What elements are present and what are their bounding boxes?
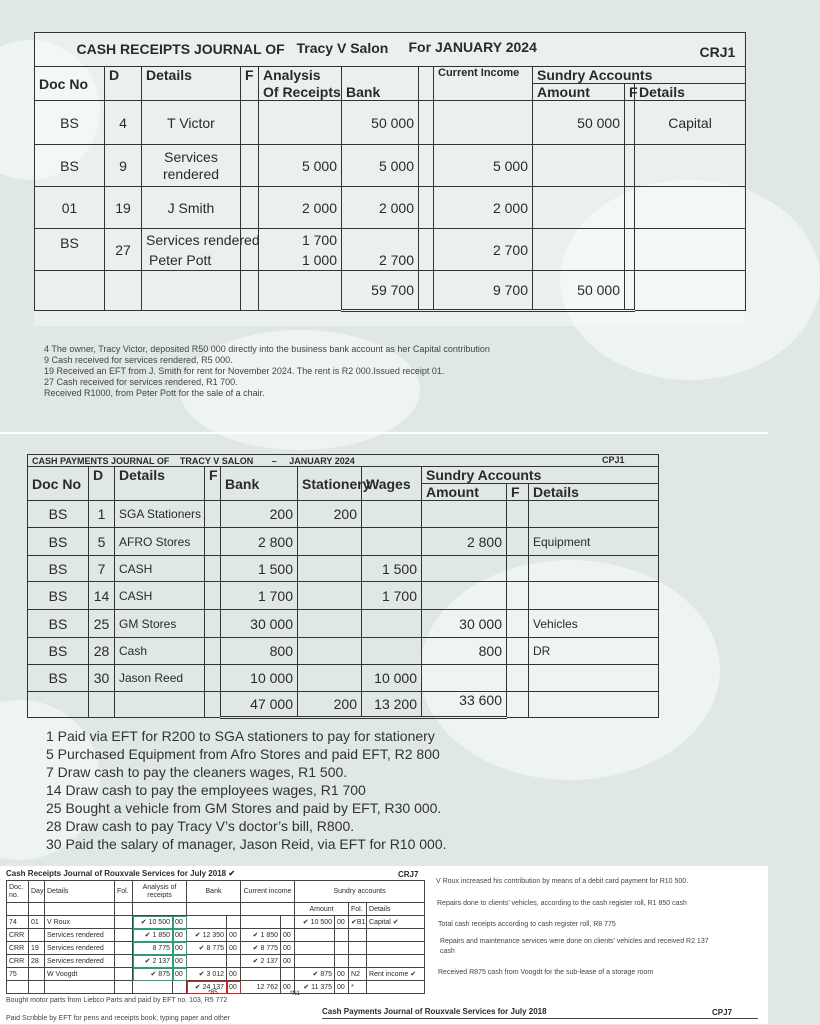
posting-mark: *B5 (208, 990, 218, 996)
cents (335, 955, 349, 968)
details: GM Stores (115, 610, 205, 638)
note: 7 Draw cash to pay the cleaners wages, R1 500. (46, 764, 348, 780)
stationery (298, 610, 362, 638)
doc-no: BS (28, 610, 89, 638)
header-stationery: Stationery (298, 467, 362, 501)
current-income: 5 000 (434, 145, 533, 187)
rouxvale-cpj-title: Cash Payments Journal of Rouxvale Services for July 2018 (322, 1007, 547, 1016)
sundry-details (367, 955, 425, 968)
table-row (7, 916, 425, 929)
rouxvale-crj-table (6, 880, 425, 994)
bank: ✔ 8 775 (187, 942, 227, 955)
header-doc-no: Doc No (35, 67, 105, 101)
details: SGA Stationers (115, 501, 205, 528)
analysis: ✔ 2 137 (133, 955, 173, 968)
doc-no: BS (28, 556, 89, 582)
sundry-details (367, 942, 425, 955)
header-details-2: Details (367, 903, 425, 916)
analysis: 2 000 (259, 187, 342, 229)
doc-no: BS (28, 528, 89, 556)
details: Services rendered (45, 955, 115, 968)
details: T Victor (142, 101, 241, 145)
crj-transaction-notes (44, 344, 490, 399)
table-row (35, 187, 746, 229)
doc-no: CRR (7, 942, 29, 955)
wages (362, 638, 422, 665)
analysis: ✔ 875 (133, 968, 173, 981)
amount (295, 955, 335, 968)
header-doc-no: Doc. no. (7, 881, 29, 903)
crj-table (34, 32, 746, 312)
crj-code: CRJ1 (699, 43, 736, 60)
analysis (259, 101, 342, 145)
note: V Roux increased his contribution by means of a debit card payment for R10 500. (436, 878, 689, 885)
table-row (28, 556, 659, 582)
cents: 00 (227, 968, 241, 981)
day: 5 (89, 528, 115, 556)
table-row (28, 665, 659, 692)
header-sundry-accounts: Sundry Accounts (422, 467, 659, 484)
sundry-details (529, 501, 659, 528)
note: 25 Bought a vehicle from GM Stores and paid by EFT, R30 000. (46, 800, 442, 816)
folio (349, 942, 367, 955)
sundry-amount: 50 000 (533, 101, 625, 145)
bank: 2 000 (342, 187, 419, 229)
doc-no: 01 (35, 187, 105, 229)
doc-no: CRR (7, 955, 29, 968)
sundry-amount-total: 50 000 (533, 271, 625, 311)
details: J Smith (142, 187, 241, 229)
analysis: 1 700 (301, 231, 337, 248)
current-income: 2 700 (434, 229, 533, 271)
day: 01 (29, 916, 45, 929)
note: Received R1000, from Peter Pott for the sale of a chair. (44, 388, 265, 398)
details: Services rendered (146, 231, 260, 248)
totals-row (35, 271, 746, 311)
amount-total: ✔ 11 375 (295, 981, 335, 994)
day: 19 (105, 187, 142, 229)
day (29, 929, 45, 942)
cents (227, 916, 241, 929)
stationery-total: 200 (298, 692, 362, 718)
cents: 00 (281, 981, 295, 994)
sundry-details: Capital ✔ (367, 916, 425, 929)
details: Jason Reed (115, 665, 205, 692)
header-bank: Bank (221, 467, 298, 501)
note: Repairs done to clients’ vehicles, according to the cash register roll, R1 850 cash (437, 900, 687, 907)
cents: 00 (227, 929, 241, 942)
header-sundry-accounts: Sundry Accounts (533, 67, 746, 84)
bank: 50 000 (342, 101, 419, 145)
header-sundry-details: Details (529, 484, 659, 501)
table-row (35, 145, 746, 187)
details: Services rendered (142, 145, 241, 187)
bank: 1 700 (221, 582, 298, 610)
cents: 00 (281, 942, 295, 955)
table-row (28, 501, 659, 528)
table-row (7, 929, 425, 942)
details: AFRO Stores (115, 528, 205, 556)
amount: ✔ 875 (295, 968, 335, 981)
wages (362, 501, 422, 528)
note: 9 Cash received for services rendered, R5 000. (44, 355, 233, 365)
rouxvale-cpj-code: CPJ7 (712, 1008, 733, 1017)
cents: 00 (173, 955, 187, 968)
stationery: 200 (298, 501, 362, 528)
cents: 00 (173, 942, 187, 955)
analysis: 8 775 (133, 942, 173, 955)
crj-business-name: Tracy V Salon (296, 39, 389, 56)
analysis: ✔ 1 850 (133, 929, 173, 942)
bank-total: ✔ 24 137 (187, 981, 227, 994)
cents: 00 (281, 929, 295, 942)
header-folio-2: Fol. (349, 903, 367, 916)
doc-no: BS (28, 665, 89, 692)
table-row (35, 229, 746, 271)
folio (349, 929, 367, 942)
doc-no: BS (28, 501, 89, 528)
cents (335, 929, 349, 942)
bank-total: 47 000 (221, 692, 298, 718)
doc-no: BS (28, 582, 89, 610)
note: 28 Draw cash to pay Tracy V’s doctor’s bill, R800. (46, 818, 355, 834)
cents (227, 955, 241, 968)
stationery (298, 528, 362, 556)
table-row (28, 528, 659, 556)
analysis-2: 1 000 (301, 251, 337, 268)
bank (187, 916, 227, 929)
folio (349, 955, 367, 968)
bank: 2 700 (342, 229, 419, 271)
note: Received R875 cash from Voogdt for the sub-lease of a storage room (438, 969, 654, 976)
note: 5 Purchased Equipment from Afro Stores and paid EFT, R2 800 (46, 746, 440, 762)
cents: 00 (335, 916, 349, 929)
current-total: 12 762 (241, 981, 281, 994)
day: 28 (89, 638, 115, 665)
cpj-table (27, 454, 659, 719)
day: 25 (89, 610, 115, 638)
details: Services rendered (45, 929, 115, 942)
cpj-table-edge (322, 1018, 758, 1025)
header-day: Day (29, 881, 45, 903)
details: CASH (115, 556, 205, 582)
sundry-details: DR (529, 638, 659, 665)
sundry-amount: 2 800 (422, 528, 507, 556)
header-bank: Bank (342, 67, 419, 101)
table-row (35, 101, 746, 145)
day: 28 (29, 955, 45, 968)
bottom-note: Bought motor parts from Liebco Parts and paid by EFT no. 103, R5 772 (6, 997, 228, 1004)
stationery (298, 556, 362, 582)
header-amount: Amount (295, 903, 349, 916)
sundry-amount (422, 556, 507, 582)
day: 1 (89, 501, 115, 528)
cpj-transaction-notes (46, 727, 447, 853)
day: 14 (89, 582, 115, 610)
bank: 30 000 (221, 610, 298, 638)
current-income: 2 000 (434, 187, 533, 229)
note: 4 The owner, Tracy Victor, deposited R50 000 directly into the business bank account as her Capital contribution (44, 344, 490, 354)
note: Repairs and maintenance services were done on clients’ vehicles and received R2 137 cash (440, 938, 709, 955)
current: ✔ 8 775 (241, 942, 281, 955)
cents (335, 942, 349, 955)
cpj-period: JANUARY 2024 (289, 455, 355, 466)
current: ✔ 2 137 (241, 955, 281, 968)
cents: 00 (173, 929, 187, 942)
table-row (7, 955, 425, 968)
sundry-details: Capital (635, 101, 746, 145)
total-mark: * (349, 981, 367, 994)
doc-no: BS (28, 638, 89, 665)
sundry-amount (422, 665, 507, 692)
bank-total: 59 700 (342, 271, 419, 311)
sundry-details (529, 665, 659, 692)
note: 14 Draw cash to pay the employees wages, R1 700 (46, 782, 366, 798)
doc-no: BS (35, 101, 105, 145)
cents: 00 (335, 968, 349, 981)
cents (281, 916, 295, 929)
header-analysis: Analysis (259, 67, 342, 84)
day: 30 (89, 665, 115, 692)
wages (362, 610, 422, 638)
cents: 00 (227, 942, 241, 955)
details: Cash (115, 638, 205, 665)
amount (295, 929, 335, 942)
analysis: 5 000 (259, 145, 342, 187)
bank: 200 (221, 501, 298, 528)
bank: ✔ 12 350 (187, 929, 227, 942)
details: W Voogdt (45, 968, 115, 981)
details: V Roux (45, 916, 115, 929)
sundry-details (529, 556, 659, 582)
sundry-amount (422, 582, 507, 610)
header-amount: Amount (422, 484, 507, 501)
wages (362, 528, 422, 556)
header-of-receipts: Of Receipts (259, 84, 342, 101)
header-details: Details (45, 881, 115, 903)
table-row (28, 582, 659, 610)
header-details: Details (115, 467, 205, 501)
stationery (298, 582, 362, 610)
note: 1 Paid via EFT for R200 to SGA stationers to pay for stationery (46, 728, 435, 744)
cents: 00 (173, 968, 187, 981)
header-day: D (89, 467, 115, 501)
sundry-amount: 30 000 (422, 610, 507, 638)
cpj-title: CASH PAYMENTS JOURNAL OF (32, 455, 170, 466)
table-row (7, 942, 425, 955)
table-row (7, 968, 425, 981)
details-2: Peter Pott (149, 251, 212, 268)
folio: N2 (349, 968, 367, 981)
sundry-details: Vehicles (529, 610, 659, 638)
wages: 1 500 (362, 556, 422, 582)
cents (281, 968, 295, 981)
current (241, 916, 281, 929)
day (29, 968, 45, 981)
bank: 800 (221, 638, 298, 665)
cpj-dash: – (271, 455, 277, 466)
cents: 00 (335, 981, 349, 994)
table-row (28, 638, 659, 665)
header-doc-no: Doc No (28, 467, 89, 501)
doc-no: CRR (7, 929, 29, 942)
current-income (434, 101, 533, 145)
amount (295, 942, 335, 955)
table-row (28, 610, 659, 638)
rouxvale-crj-title: Cash Receipts Journal of Rouxvale Services for July 2018 ✔ (6, 869, 236, 878)
doc-no: BS (35, 229, 105, 271)
stationery (298, 665, 362, 692)
header-folio: F (205, 467, 221, 501)
details: CASH (115, 582, 205, 610)
details: Services rendered (45, 942, 115, 955)
divider (0, 432, 768, 434)
header-day: D (105, 67, 142, 101)
sundry-details: Rent income ✔ (367, 968, 425, 981)
posting-mark: *N1 (290, 991, 301, 997)
bottom-note: Paid Scribble by EFT for pens and receipts book, typing paper and other (6, 1015, 231, 1022)
stationery (298, 638, 362, 665)
bank: 2 800 (221, 528, 298, 556)
bank: 1 500 (221, 556, 298, 582)
day: 4 (105, 101, 142, 145)
note: 27 Cash received for services rendered, R1 700. (44, 377, 238, 387)
wages: 1 700 (362, 582, 422, 610)
wages: 10 000 (362, 665, 422, 692)
header-current: Current income (241, 881, 295, 903)
bank: 10 000 (221, 665, 298, 692)
note: 19 Received an EFT from J. Smith for rent for November 2024. The rent is R2 000.Issued receipt 01. (44, 366, 445, 376)
note: 30 Paid the salary of manager, Jason Reid, via EFT for R10 000. (46, 836, 447, 852)
header-details: Details (142, 67, 241, 101)
day: 7 (89, 556, 115, 582)
bank: 5 000 (342, 145, 419, 187)
rouxvale-example (0, 866, 768, 1024)
crj-period: For JANUARY 2024 (408, 38, 537, 55)
sundry-amount (422, 501, 507, 528)
header-sundry: Sundry accounts (295, 881, 425, 903)
day: 27 (105, 229, 142, 271)
wages-total: 13 200 (362, 692, 422, 718)
doc-no: BS (35, 145, 105, 187)
current: ✔ 1 850 (241, 929, 281, 942)
bank: ✔ 3 012 (187, 968, 227, 981)
sundry-details (529, 582, 659, 610)
cents: 00 (227, 981, 241, 994)
amount: ✔ 10 500 (295, 916, 335, 929)
sundry-details (367, 929, 425, 942)
cents: 00 (281, 955, 295, 968)
sundry-details: Equipment (529, 528, 659, 556)
day: 19 (29, 942, 45, 955)
sundry-amount: 800 (422, 638, 507, 665)
analysis: ✔ 10 500 (133, 916, 173, 929)
doc-no: 75 (7, 968, 29, 981)
header-folio: F (241, 67, 259, 101)
current (241, 968, 281, 981)
note: Total cash receipts according to cash register roll, R8 775 (438, 921, 616, 928)
cpj-code: CPJ1 (602, 455, 625, 465)
header-folio-2: F (625, 84, 635, 101)
bank (187, 955, 227, 968)
sundry-amount-total: 33 600 (422, 692, 507, 718)
header-current-income: Current Income (434, 67, 533, 101)
header-analysis: Analysis of receipts (133, 881, 187, 903)
day: 9 (105, 145, 142, 187)
cpj-business-name: TRACY V SALON (179, 455, 254, 466)
header-bank: Bank (187, 881, 241, 903)
current-income-total: 9 700 (434, 271, 533, 311)
crj-title: CASH RECEIPTS JOURNAL OF (76, 40, 285, 57)
header-folio: Fol. (115, 881, 133, 903)
totals-row (28, 692, 659, 718)
header-sundry-details: Details (635, 84, 746, 101)
folio: ✔B1 (349, 916, 367, 929)
cents: 00 (173, 916, 187, 929)
header-folio-2: F (507, 484, 529, 501)
doc-no: 74 (7, 916, 29, 929)
header-amount: Amount (533, 84, 625, 101)
rouxvale-crj-code: CRJ7 (398, 870, 419, 879)
header-wages: Wages (362, 467, 422, 501)
